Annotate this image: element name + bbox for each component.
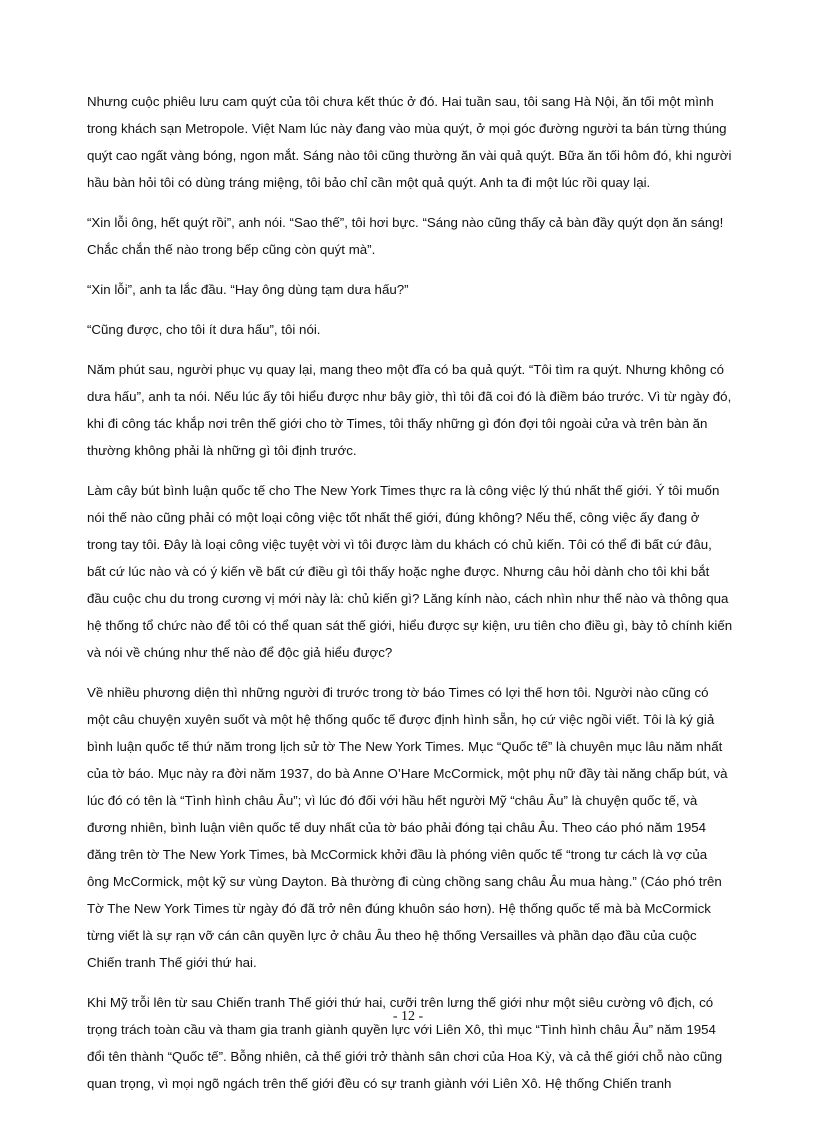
paragraph-7: Về nhiều phương diện thì những người đi trước trong tờ báo Times có lợi thế hơn tôi. Người nào cũng có một câu chuyện xuyên suốt và một hệ thống quốc tế được định hình sẵn, họ cứ việc ngồi viết. Tôi là ký giả bình luận quốc tế thứ năm trong lịch sử tờ The New York Times. Mục “Quốc tế” là chuyên mục lâu năm nhất của tờ báo. Mục này ra đời năm 1937, do bà Anne O’Hare McCormick, một phụ nữ đầy tài năng chấp bút, và lúc đó có tên là “Tình hình châu Âu”; vì lúc đó đối với hầu hết người Mỹ “châu Âu” là chuyện quốc tế, và đương nhiên, bình luận viên quốc tế duy nhất của tờ báo phải đóng tại châu Âu. Theo cáo phó năm 1954 đăng trên tờ The New York Times, bà McCormick khởi đầu là phóng viên quốc tế “trong tư cách là vợ của ông McCormick, một kỹ sư vùng Dayton. Bà thường đi cùng chồng sang châu Âu mua hàng.” (Cáo phó trên Tờ The New York Times từ ngày đó đã trở nên đúng khuôn sáo hơn). Hệ thống quốc tế mà bà McCormick từng viết là sự rạn vỡ cán cân quyền lực ở châu Âu theo hệ thống Versailles và phần dạo đầu của cuộc Chiến tranh Thế giới thứ hai. [87, 685, 728, 970]
page-body [87, 88, 733, 1110]
paragraph-5: Năm phút sau, người phục vụ quay lại, mang theo một đĩa có ba quả quýt. “Tôi tìm ra quýt. Nhưng không có dưa hấu”, anh ta nói. Nếu lúc ấy tôi hiểu được như bây giờ, thì tôi đã coi đó là điềm báo trước. Vì từ ngày đó, khi đi công tác khắp nơi trên thế giới cho tờ Times, tôi thấy những gì đón đợi tôi ngoài cửa và trên bàn ăn thường không phải là những gì tôi định trước. [87, 362, 732, 458]
paragraph-1: Nhưng cuộc phiêu lưu cam quýt của tôi chưa kết thúc ở đó. Hai tuần sau, tôi sang Hà Nội, ăn tối một mình trong khách sạn Metropole. Việt Nam lúc này đang vào mùa quýt, ở mọi góc đường người ta bán từng thúng quýt cao ngất vàng bóng, ngon mắt. Sáng nào tôi cũng thường ăn vài quả quýt. Bữa ăn tối hôm đó, khi người hầu bàn hỏi tôi có dùng tráng miệng, tôi bảo chỉ cần một quả quýt. Anh ta đi một lúc rồi quay lại. [87, 94, 732, 190]
paragraph-2: “Xin lỗi ông, hết quýt rồi”, anh nói. “Sao thế”, tôi hơi bực. “Sáng nào cũng thấy cả bàn đầy quýt dọn ăn sáng! Chắc chắn thế nào trong bếp cũng còn quýt mà”. [87, 215, 724, 257]
paragraph-6: Làm cây bút bình luận quốc tế cho The New York Times thực ra là công việc lý thú nhất thế giới. Ý tôi muốn nói thế nào cũng phải có một loại công việc tốt nhất thế giới, đúng không? Nếu thế, công việc ấy đang ở trong tay tôi. Đây là loại công việc tuyệt vời vì tôi được làm du khách có chủ kiến. Tôi có thể đi bất cứ đâu, bất cứ lúc nào và có ý kiến về bất cứ điều gì tôi thấy hoặc nghe được. Nhưng câu hỏi dành cho tôi khi bắt đầu cuộc chu du trong cương vị mới này là: chủ kiến gì? Lăng kính nào, cách nhìn như thế nào và thông qua hệ thống tổ chức nào để tôi có thể quan sát thế giới, hiểu được sự kiện, ưu tiên cho điều gì, bày tỏ chính kiến và nói về chúng như thế nào để độc giả hiểu được? [87, 483, 733, 660]
page-number: - 12 - [392, 1009, 424, 1024]
paragraph-3: “Xin lỗi”, anh ta lắc đầu. “Hay ông dùng tạm dưa hấu?” [87, 282, 409, 297]
paragraph-8: Khi Mỹ trỗi lên từ sau Chiến tranh Thế giới thứ hai, cưỡi trên lưng thế giới như một siêu cường vô địch, có trọng trách toàn cầu và tham gia tranh giành quyền lực với Liên Xô, thì mục “Tình hình châu Âu” năm 1954 đổi tên thành “Quốc tế”. Bỗng nhiên, cả thế giới trở thành sân chơi của Hoa Kỳ, và cả thế giới chỗ nào cũng quan trọng, vì mọi ngõ ngách trên thế giới đều có sự tranh giành với Liên Xô. Hệ thống Chiến tranh [87, 995, 723, 1091]
paragraph-4: “Cũng được, cho tôi ít dưa hấu”, tôi nói. [87, 322, 321, 337]
